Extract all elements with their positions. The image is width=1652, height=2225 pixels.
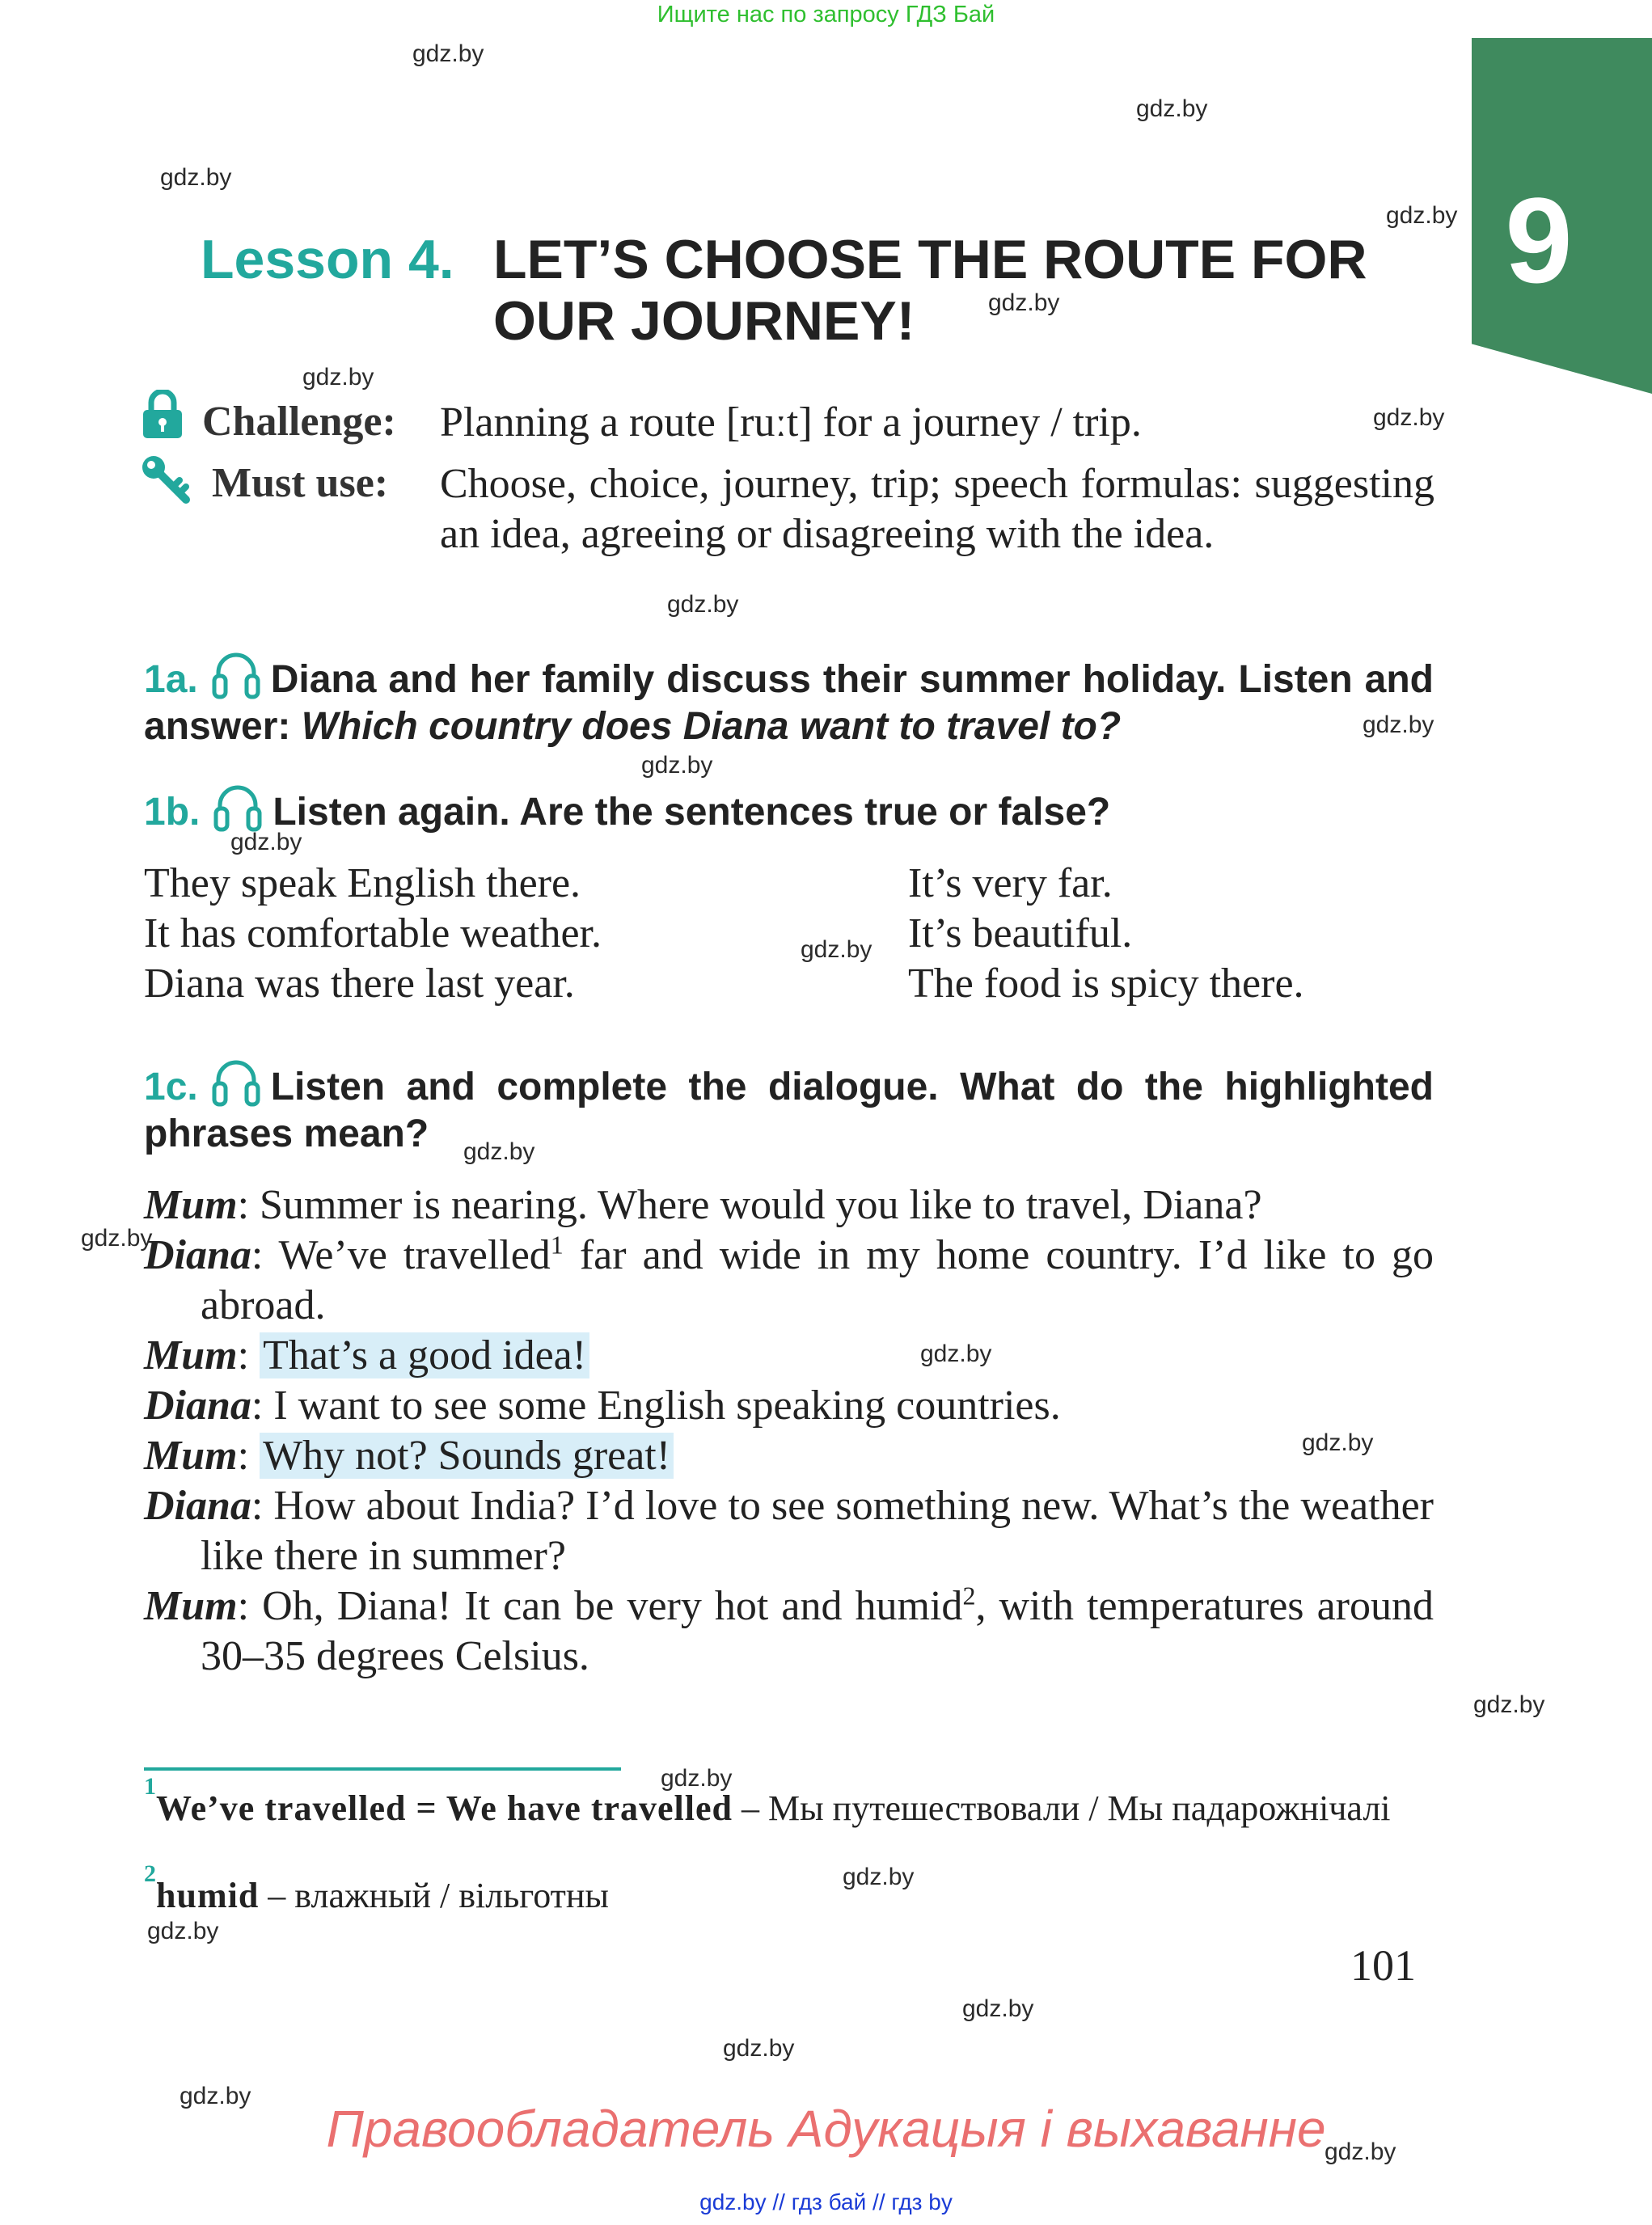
dialogue-line: [144, 1481, 1434, 1581]
watermark: gdz.by: [667, 591, 739, 618]
speaker: Diana: [144, 1232, 251, 1278]
dialogue-line: [144, 1581, 1434, 1682]
watermark: gdz.by: [180, 2083, 251, 2109]
exercise-instruction: Diana and her family discuss their summer holiday. Listen and answer:: [144, 658, 1434, 748]
line-text: : How about India? I’d love to see something new. What’s the weather like there in summer?: [201, 1483, 1434, 1579]
watermark: gdz.by: [641, 752, 713, 779]
top-note: Ищите нас по запросу ГДЗ Бай: [657, 2, 995, 27]
watermark: gdz.by: [801, 936, 872, 963]
watermark: gdz.by: [988, 289, 1060, 316]
footnote-ref: 2: [962, 1581, 976, 1611]
watermark: gdz.by: [1302, 1429, 1374, 1456]
watermark: gdz.by: [302, 364, 374, 391]
watermark: gdz.by: [147, 1918, 219, 1944]
exercise-number: 1c.: [144, 1066, 198, 1108]
dialogue-line: [144, 1381, 1434, 1431]
watermark: gdz.by: [1473, 1691, 1545, 1718]
watermark: gdz.by: [81, 1225, 153, 1252]
speaker: Mum: [144, 1583, 238, 1629]
line-text: far and wide in my home country. I’d like to go abroad.: [201, 1232, 1434, 1328]
headphones-icon: [209, 1054, 263, 1108]
line-text: : Oh, Diana! It can be very hot and humid: [237, 1583, 963, 1629]
footnote-ref: 1: [550, 1230, 564, 1260]
key-icon: [141, 454, 191, 508]
exercise-1c: [144, 1054, 1434, 1158]
sentence: They speak English there.: [144, 860, 581, 906]
watermark: gdz.by: [230, 829, 302, 855]
speaker: Mum: [144, 1433, 238, 1479]
page-number: 101: [1350, 1941, 1416, 1990]
sentence: The food is spicy there.: [908, 961, 1304, 1007]
bottom-links[interactable]: gdz.by // гдз бай // гдз by: [699, 2189, 953, 2214]
sentence: Diana was there last year.: [144, 961, 575, 1007]
lesson-title: LET’S CHOOSE THE ROUTE FOR OUR JOURNEY!: [493, 229, 1367, 352]
dialogue-line: [144, 1231, 1434, 1331]
footnote-number: 2: [144, 1860, 156, 1887]
footnote-definition: – Мы путешествовали / Мы падарожнічалі: [732, 1788, 1391, 1828]
exercise-instruction: Listen and complete the dialogue. What do the highlighted phrases mean?: [144, 1066, 1434, 1155]
highlighted-phrase: Why not? Sounds great!: [260, 1433, 674, 1479]
watermark: gdz.by: [463, 1138, 535, 1165]
speaker: Mum: [144, 1182, 238, 1228]
watermark: gdz.by: [843, 1864, 915, 1890]
speaker: Diana: [144, 1383, 251, 1429]
challenge-label: Challenge:: [202, 399, 396, 445]
exercise-instruction: Listen again. Are the sentences true or false?: [273, 791, 1111, 834]
exercise-number: 1b.: [144, 791, 201, 834]
line-text: :: [237, 1332, 260, 1378]
line-text: : We’ve travelled: [251, 1232, 551, 1278]
lesson-label: Lesson 4.: [201, 229, 454, 290]
rights-holder: Правообладатель Адукацыя і выхаванне: [326, 2100, 1326, 2158]
headphones-icon: [211, 779, 264, 833]
line-text: : I want to see some English speaking countries.: [251, 1383, 1061, 1429]
watermark: gdz.by: [920, 1340, 992, 1367]
highlighted-phrase: That’s a good idea!: [260, 1332, 589, 1378]
watermark: gdz.by: [1386, 202, 1458, 229]
headphones-icon: [209, 647, 263, 700]
line-text: :: [237, 1433, 260, 1479]
sentence: It’s beautiful.: [908, 910, 1133, 956]
dialogue-line: [144, 1180, 1434, 1231]
dialogue-line: [144, 1431, 1434, 1481]
watermark: gdz.by: [160, 164, 232, 191]
watermark: gdz.by: [1325, 2138, 1396, 2165]
must-use-label: Must use:: [212, 460, 389, 506]
sentence: It has comfortable weather.: [144, 910, 602, 956]
watermark: gdz.by: [1373, 404, 1445, 431]
watermark: gdz.by: [412, 40, 484, 67]
footnote-number: 1: [144, 1773, 156, 1800]
must-use-text: Choose, choice, journey, trip; speech formulas: suggesting an idea, agreeing or disagreeing with the idea.: [440, 461, 1434, 557]
footnote-2: [144, 1860, 1434, 1918]
watermark: gdz.by: [661, 1765, 733, 1792]
watermark: gdz.by: [1136, 95, 1208, 122]
line-text: : Summer is nearing. Where would you like to travel, Diana?: [237, 1182, 1262, 1228]
speaker: Mum: [144, 1332, 238, 1378]
footnote-divider: [144, 1767, 621, 1771]
dialogue: [144, 1180, 1434, 1682]
watermark: gdz.by: [962, 1995, 1034, 2022]
challenge-text: Planning a route [ruːt] for a journey / trip.: [440, 399, 1142, 445]
exercise-number: 1a.: [144, 658, 198, 701]
speaker: Diana: [144, 1483, 251, 1529]
exercise-question: Which country does Diana want to travel to?: [301, 705, 1122, 748]
line-text: , with temperatures around 30–35 degrees Celsius.: [201, 1583, 1434, 1679]
sentence: It’s very far.: [908, 860, 1113, 906]
lock-icon: [141, 390, 184, 440]
exercise-1a: [144, 647, 1434, 750]
footnote-term: humid: [156, 1876, 260, 1915]
watermark: gdz.by: [1363, 711, 1434, 738]
footnote-definition: – влажный / вільготны: [259, 1876, 609, 1915]
footnote-term: We’ve travelled = We have travelled: [156, 1788, 733, 1828]
exercise-1b: [144, 779, 1434, 836]
unit-number: 9: [1505, 172, 1573, 308]
watermark: gdz.by: [723, 2035, 795, 2062]
dialogue-line: [144, 1331, 1434, 1381]
